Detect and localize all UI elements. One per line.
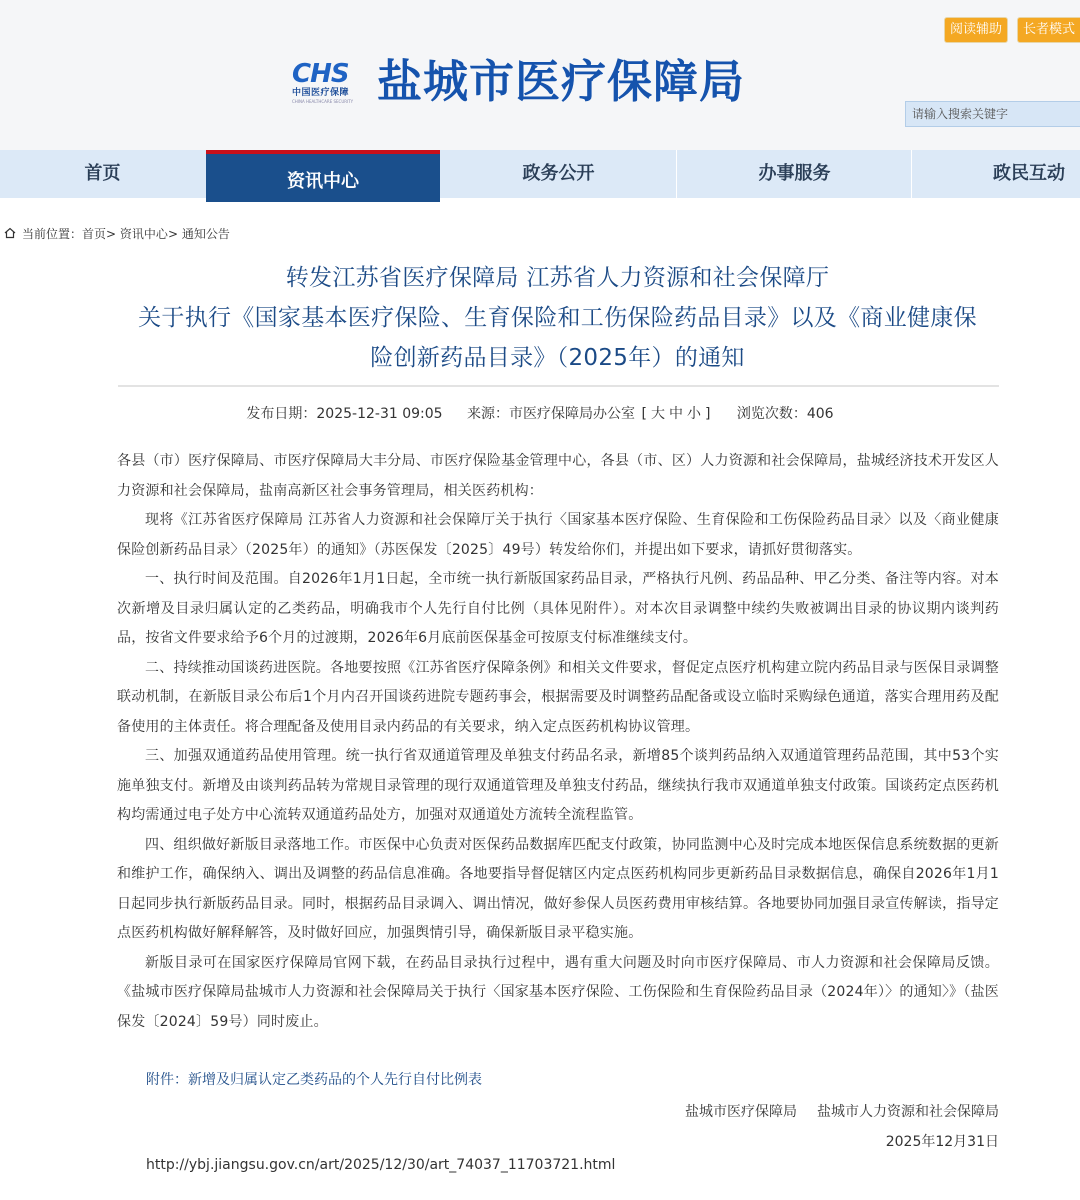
- article-paragraph: 四、组织做好新版目录落地工作。市医保中心负责对医保药品数据库匹配支付政策，协同监测中心及时完成本地医保信息系统数据的更新和维护工作，确保纳入、调出及调整的药品信息准确。各地要指导督促辖区内定点医药机构同步更新药品目录数据信息，确保自2026年1月1日起同步执行新版药品目录。同时，根据药品目录调入、调出情况，做好参保人员医药费用审核结算。各地要协同加强目录宣传解读，指导定点医药机构做好解释解答，及时做好回应，加强舆情引导，确保新版目录平稳实施。: [117, 836, 999, 941]
- home-icon: [4, 227, 16, 239]
- publish-date-label: 发布日期：: [246, 406, 317, 422]
- article-paragraph: 新版目录可在国家医疗保障局官网下载，在药品目录执行过程中，遇有重大问题及时向市医疗保障局、市人力资源和社会保障局反馈。《盐城市医疗保障局盐城市人力资源和社会保障局关于执行〈国家基本医疗保险、工伤保险和生育保险药品目录（2024年）〉的通知〉》（盐医保发〔2024〕59号）同时废止。: [117, 954, 999, 1030]
- publish-date-value: 2025-12-31 09:05: [316, 406, 443, 422]
- article-title-line: 关于执行《国家基本医疗保险、生育保险和工伤保险药品目录》以及《商业健康保: [138, 305, 977, 331]
- font-size-bracket: [: [641, 406, 647, 422]
- search-input[interactable]: [905, 101, 1080, 127]
- article-meta: [0, 403, 1080, 423]
- article-paragraph: 一、执行时间及范围。自2026年1月1日起，全市统一执行新版国家药品目录，严格执行凡例、药品品种、甲乙分类、备注等内容。对本次新增及目录归属认定的乙类药品，明确我市个人先行自付比例（具体见附件）。对本次目录调整中续约失败被调出目录的协议期内谈判药品，按省文件要求给予6个月的过渡期，2026年6月底前医保基金可按原支付标准继续支付。: [117, 571, 999, 646]
- breadcrumb-separator: >: [167, 227, 178, 241]
- publish-date: [246, 406, 442, 422]
- font-size-medium-button[interactable]: 中: [668, 406, 683, 422]
- font-size-bracket: ]: [704, 406, 711, 422]
- article-title-line: 险创新药品目录》（2025年）的通知: [370, 345, 745, 371]
- article-url: http://ybj.jiangsu.gov.cn/art/2025/12/30/art_74037_11703721.html: [146, 1157, 616, 1173]
- sign-date: 2025年12月31日: [885, 1134, 999, 1150]
- nav-item-services[interactable]: 办事服务: [676, 150, 912, 198]
- chs-logo[interactable]: [292, 60, 368, 104]
- breadcrumb-separator: >: [106, 227, 117, 241]
- logo-en-text: CHINA HEALTHCARE SECURITY: [292, 99, 354, 104]
- view-count-label: 浏览次数：: [736, 406, 807, 422]
- elder-mode-button[interactable]: 长者模式: [1017, 17, 1080, 43]
- nav-item-interaction[interactable]: 政民互动: [911, 150, 1080, 198]
- breadcrumb-home[interactable]: 首页: [82, 227, 107, 241]
- signer: 盐城市人力资源和社会保障局: [817, 1104, 999, 1120]
- breadcrumb-notices[interactable]: 通知公告: [181, 227, 230, 241]
- source-label: 来源：: [467, 406, 510, 422]
- breadcrumb-news-center[interactable]: 资讯中心: [119, 227, 168, 241]
- source-value: 市医疗保障局办公室: [509, 406, 636, 422]
- attachment-link[interactable]: 附件：新增及归属认定乙类药品的个人先行自付比例表: [146, 1072, 482, 1088]
- article-title-line: 转发江苏省医疗保障局 江苏省人力资源和社会保障厅: [285, 265, 830, 291]
- article-body: [117, 447, 999, 1037]
- nav-item-home[interactable]: 首页: [84, 163, 121, 184]
- site-title: 盐城市医疗保障局: [377, 55, 746, 108]
- main-nav: [0, 150, 1080, 198]
- breadcrumb-prefix: 当前位置：: [22, 227, 83, 241]
- article-paragraph: 二、持续推动国谈药进医院。各地要按照《江苏省医疗保障条例》和相关文件要求，督促定点医疗机构建立院内药品目录与医保目录调整联动机制，在新版目录公布后1个月内召开国谈药进院专题药事会，根据需要及时调整药品配备或设立临时采购绿色通道，落实合理用药及配备使用的主体责任。将合理配备及使用目录内药品的有关要求，纳入定点医药机构协议管理。: [117, 659, 999, 735]
- font-size-large-button[interactable]: 大: [650, 406, 665, 422]
- logo-cn-text: 中国医疗保障: [292, 88, 350, 98]
- article-paragraph: 各县（市）医疗保障局、市医疗保障局大丰分局、市医疗保险基金管理中心，各县（市、区）人力资源和社会保障局，盐城经济技术开发区人力资源和社会保障局，盐南高新区社会事务管理局，相关医药机构：: [117, 453, 999, 499]
- font-size-small-button[interactable]: 小: [686, 406, 701, 422]
- article-paragraph: 现将《江苏省医疗保障局 江苏省人力资源和社会保障厅关于执行〈国家基本医疗保险、生育保险和工伤保险药品目录〉以及〈商业健康保险创新药品目录〉（2025年）的通知》（苏医保发〔2025〕49号）转发给你们，并提出如下要求，请抓好贯彻落实。: [117, 512, 999, 558]
- article-title: [110, 258, 1005, 378]
- view-count: [737, 406, 834, 422]
- article-paragraph: 三、加强双通道药品使用管理。统一执行省双通道管理及单独支付药品名录，新增85个谈判药品纳入双通道管理药品范围，其中53个实施单独支付。新增及由谈判药品转为常规目录管理的现行双通道管理及单独支付药品，继续执行我市双通道单独支付政策。国谈药定点医药机构均需通过电子处方中心流转双通道药品处方，加强对双通道处方流转全流程监管。: [117, 748, 999, 823]
- logo-main-text: CHS: [292, 59, 349, 89]
- nav-item-gov-affairs[interactable]: 政务公开: [522, 163, 595, 184]
- view-count-value: 406: [806, 406, 834, 422]
- signer: 盐城市医疗保障局: [685, 1104, 797, 1120]
- site-header: [0, 0, 1080, 150]
- nav-item-news-center[interactable]: 资讯中心: [206, 150, 440, 202]
- source: [467, 406, 717, 422]
- title-divider: [118, 385, 999, 387]
- breadcrumb: [4, 225, 230, 243]
- signature-block: [685, 1097, 999, 1157]
- reading-aid-button[interactable]: 阅读辅助: [944, 17, 1008, 43]
